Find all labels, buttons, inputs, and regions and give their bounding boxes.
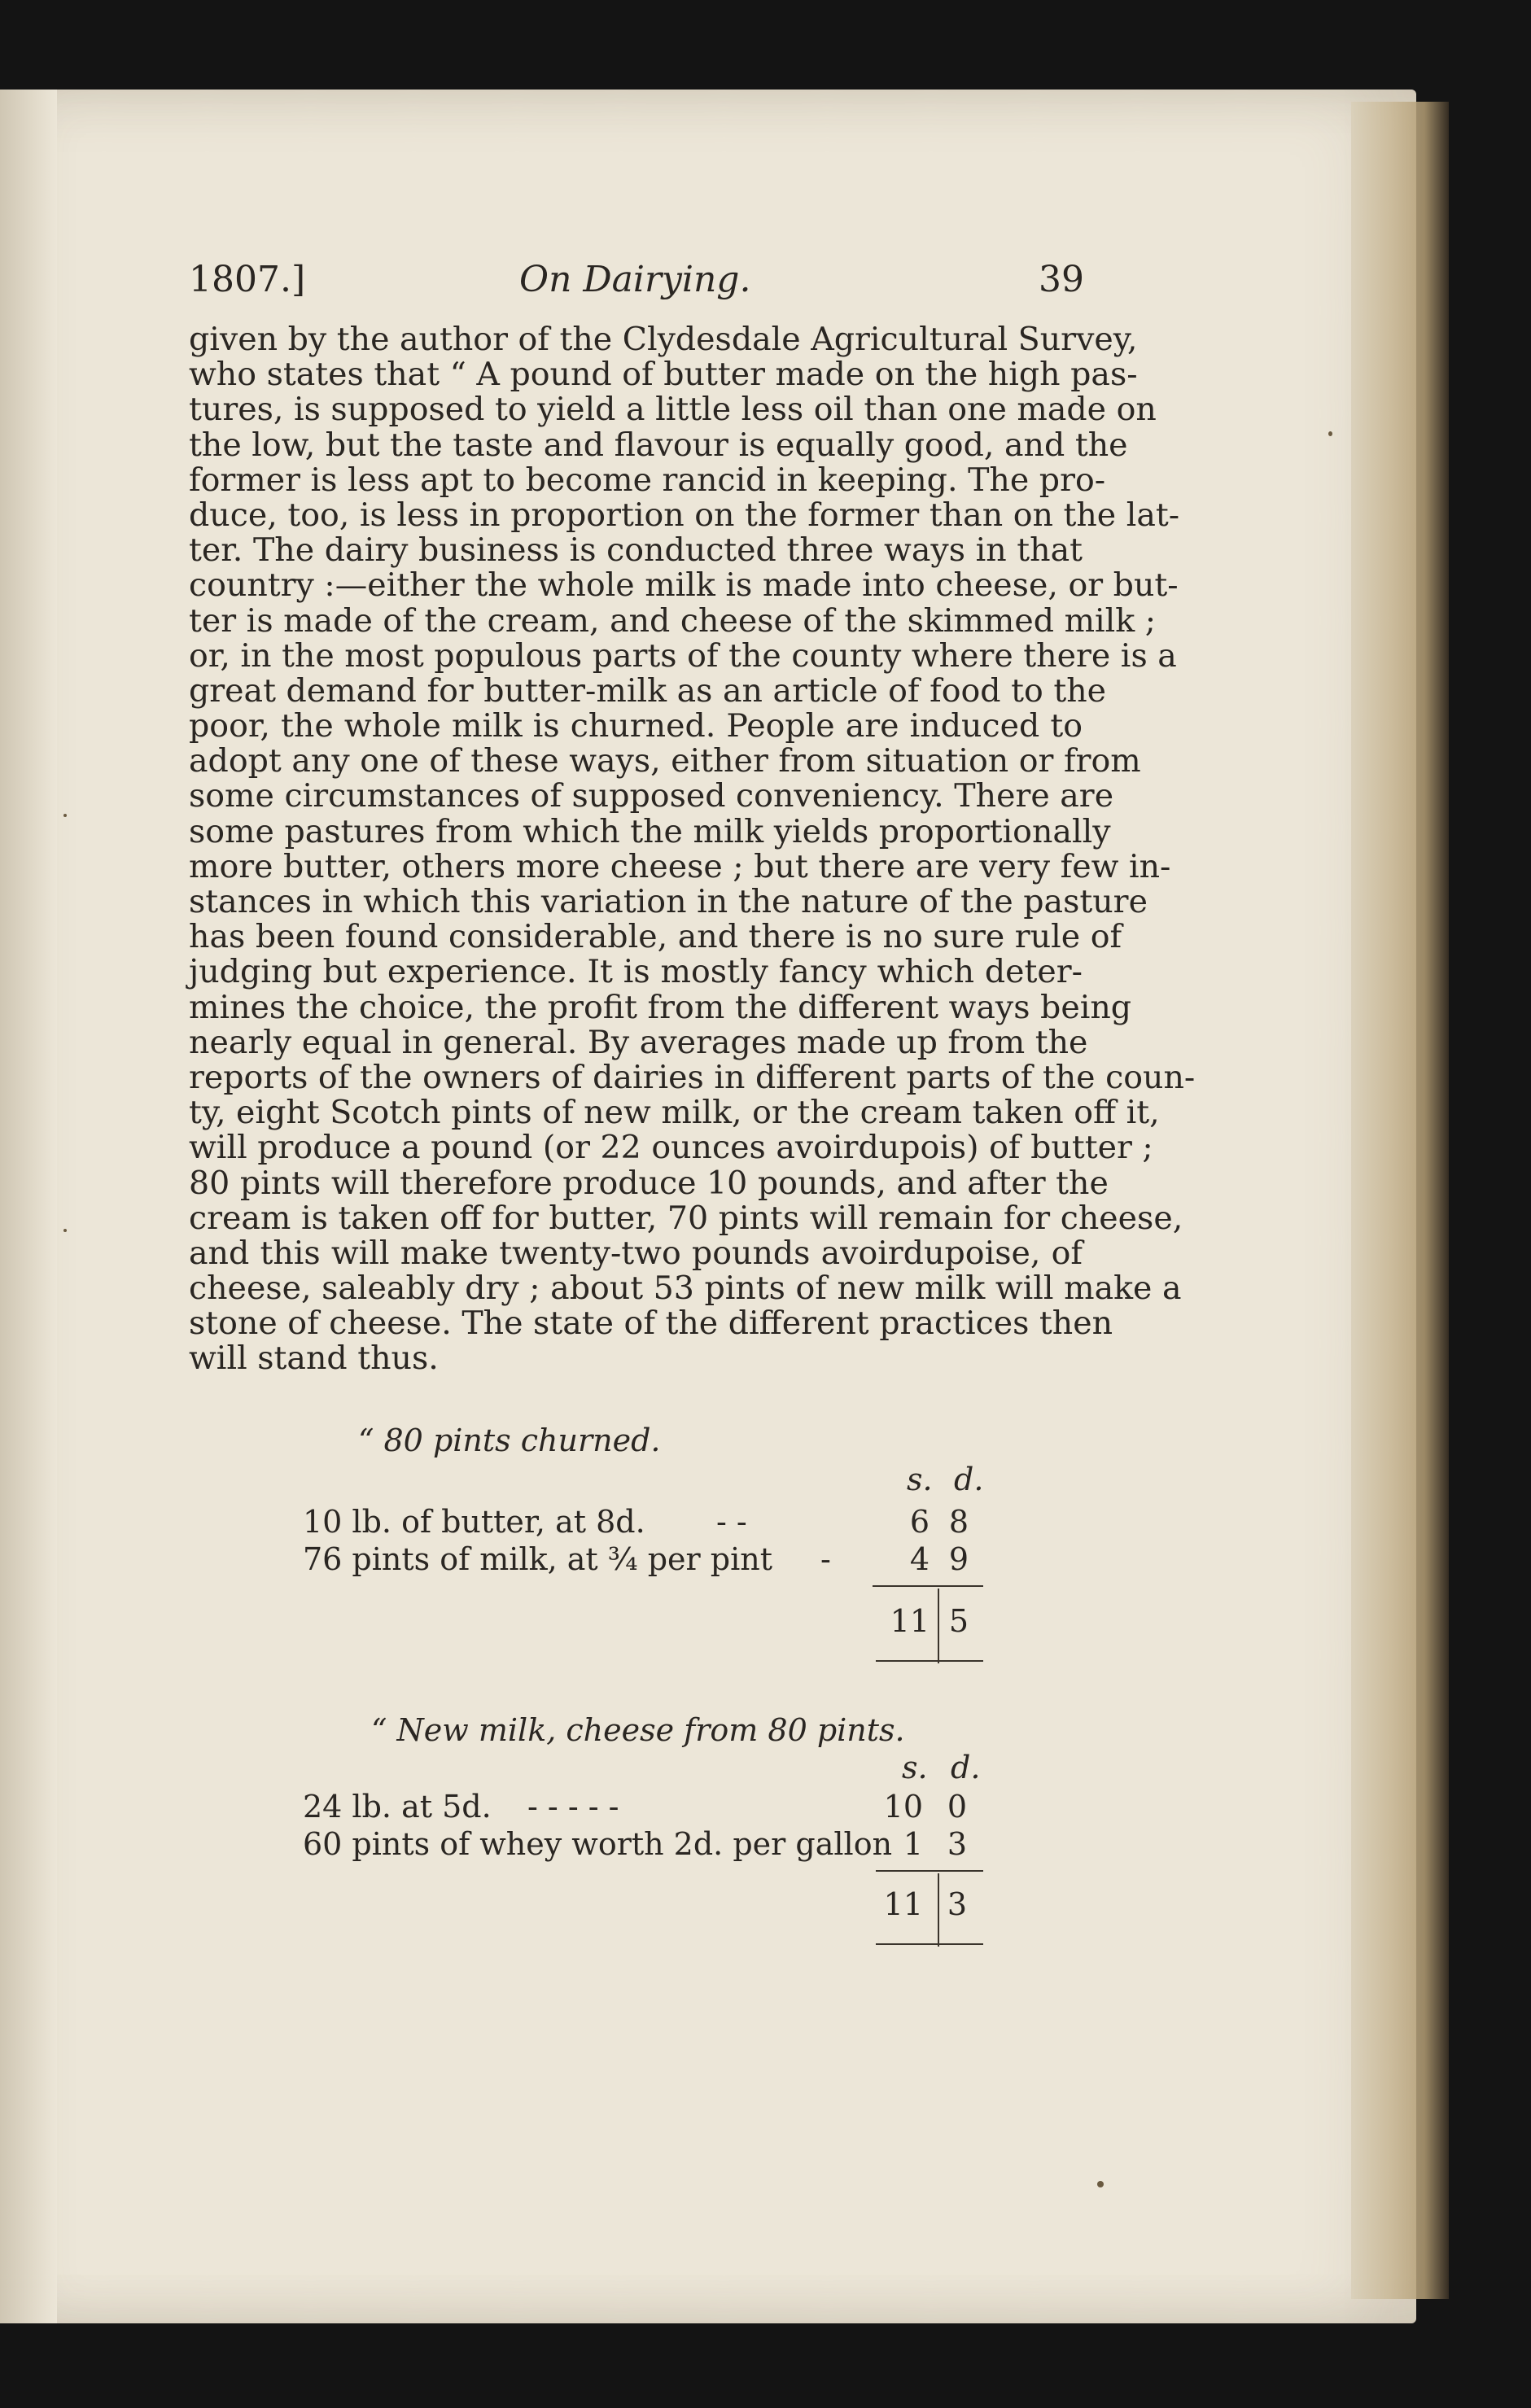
unit-pence: d. — [954, 1462, 984, 1497]
row-pence: 3 — [947, 1826, 968, 1862]
account-row — [303, 1826, 1035, 1864]
total-rule — [876, 1660, 983, 1662]
row-leaders: - - - - - — [527, 1789, 619, 1825]
header-year: 1807.] — [189, 259, 306, 300]
total-rule — [876, 1943, 983, 1945]
account-total — [303, 1603, 1035, 1641]
text-line: and this will make twenty-two pounds avoirdupoise, of — [189, 1234, 1083, 1272]
text-line: duce, too, is less in proportion on the former than on the lat- — [189, 496, 1180, 534]
paper-speck — [63, 1229, 67, 1232]
row-description: 76 pints of milk, at ¾ per pint — [303, 1541, 772, 1577]
text-line: some circumstances of supposed conveniency. There are — [189, 777, 1114, 815]
unit-shillings: s. — [907, 1462, 933, 1497]
text-line: former is less apt to become rancid in keeping. The pro- — [189, 461, 1106, 499]
paper-speck — [1097, 2181, 1104, 2187]
account-row — [303, 1504, 1035, 1541]
text-line: some pastures from which the milk yields proportionally — [189, 812, 1111, 850]
paper-speck — [1328, 431, 1332, 436]
row-shillings: 4 — [909, 1541, 930, 1577]
body-paragraph — [189, 321, 1196, 1378]
page-gutter — [0, 90, 57, 2323]
text-line: cheese, saleably dry ; about 53 pints of new milk will make a — [189, 1270, 1182, 1308]
row-description: 60 pints of whey worth 2d. per gallon — [303, 1826, 893, 1862]
text-line: ter is made of the cream, and cheese of the skimmed milk ; — [189, 601, 1157, 640]
account-row — [303, 1541, 1035, 1579]
row-shillings: 1 — [903, 1826, 923, 1862]
text-line: 80 pints will therefore produce 10 pounds, and after the — [189, 1164, 1109, 1202]
text-line: poor, the whole milk is churned. People are induced to — [189, 707, 1083, 745]
text-line: who states that “ A pound of butter made on the high pas- — [189, 356, 1138, 394]
account-row — [303, 1789, 1035, 1826]
total-pence: 5 — [948, 1603, 969, 1639]
text-line: the low, but the taste and flavour is equally good, and the — [189, 426, 1128, 464]
text-line: great demand for butter-milk as an article of food to the — [189, 671, 1107, 710]
text-line: given by the author of the Clydesdale Agricultural Survey, — [189, 321, 1138, 358]
text-line: ter. The dairy business is conducted three ways in that — [189, 531, 1083, 570]
header-title: On Dairying. — [519, 259, 751, 300]
text-line: country :—either the whole milk is made into cheese, or but- — [189, 566, 1179, 605]
text-line: more butter, others more cheese ; but there are very few in- — [189, 847, 1171, 885]
text-line: ty, eight Scotch pints of new milk, or the cream taken off it, — [189, 1094, 1160, 1132]
text-line: has been found considerable, and there is no sure rule of — [189, 918, 1122, 956]
text-line: mines the choice, the profit from the different ways being — [189, 988, 1132, 1026]
text-line: judging but experience. It is mostly fancy which deter- — [189, 953, 1083, 991]
account-heading: “ 80 pints churned. — [358, 1423, 661, 1458]
text-line: nearly equal in general. By averages made up from the — [189, 1023, 1088, 1061]
text-line: adopt any one of these ways, either from situation or from — [189, 742, 1141, 780]
unit-pence: d. — [951, 1750, 981, 1785]
text-line: stances in which this variation in the nature of the pasture — [189, 883, 1148, 920]
row-description: 24 lb. at 5d. — [303, 1789, 492, 1825]
row-leaders: - — [820, 1541, 831, 1577]
page-fore-edge — [1351, 102, 1449, 2299]
account-heading: “ New milk, cheese from 80 pints. — [371, 1712, 905, 1748]
row-pence: 9 — [948, 1541, 969, 1577]
text-line: cream is taken off for butter, 70 pints will remain for cheese, — [189, 1199, 1183, 1237]
text-line: stone of cheese. The state of the different practices then — [189, 1305, 1113, 1343]
total-shillings: 11 — [883, 1886, 923, 1922]
subtotal-rule — [873, 1585, 983, 1587]
text-line: tures, is supposed to yield a little less oil than one made on — [189, 391, 1157, 429]
text-line: will produce a pound (or 22 ounces avoirdupois) of butter ; — [189, 1129, 1153, 1167]
row-pence: 0 — [947, 1789, 968, 1825]
account-total — [303, 1886, 1035, 1924]
row-pence: 8 — [948, 1504, 969, 1540]
page-number: 39 — [1039, 259, 1084, 300]
row-leaders: - - — [716, 1504, 747, 1540]
text-line: will stand thus. — [189, 1339, 439, 1378]
paper-speck — [63, 814, 67, 817]
total-shillings: 11 — [890, 1603, 930, 1639]
subtotal-rule — [876, 1870, 983, 1872]
total-pence: 3 — [947, 1886, 968, 1922]
text-line: or, in the most populous parts of the county where there is a — [189, 636, 1177, 675]
text-line: reports of the owners of dairies in different parts of the coun- — [189, 1058, 1196, 1096]
row-shillings: 6 — [909, 1504, 930, 1540]
running-header — [189, 259, 1084, 308]
row-description: 10 lb. of butter, at 8d. — [303, 1504, 645, 1540]
unit-shillings: s. — [902, 1750, 928, 1785]
row-shillings: 10 — [883, 1789, 923, 1825]
